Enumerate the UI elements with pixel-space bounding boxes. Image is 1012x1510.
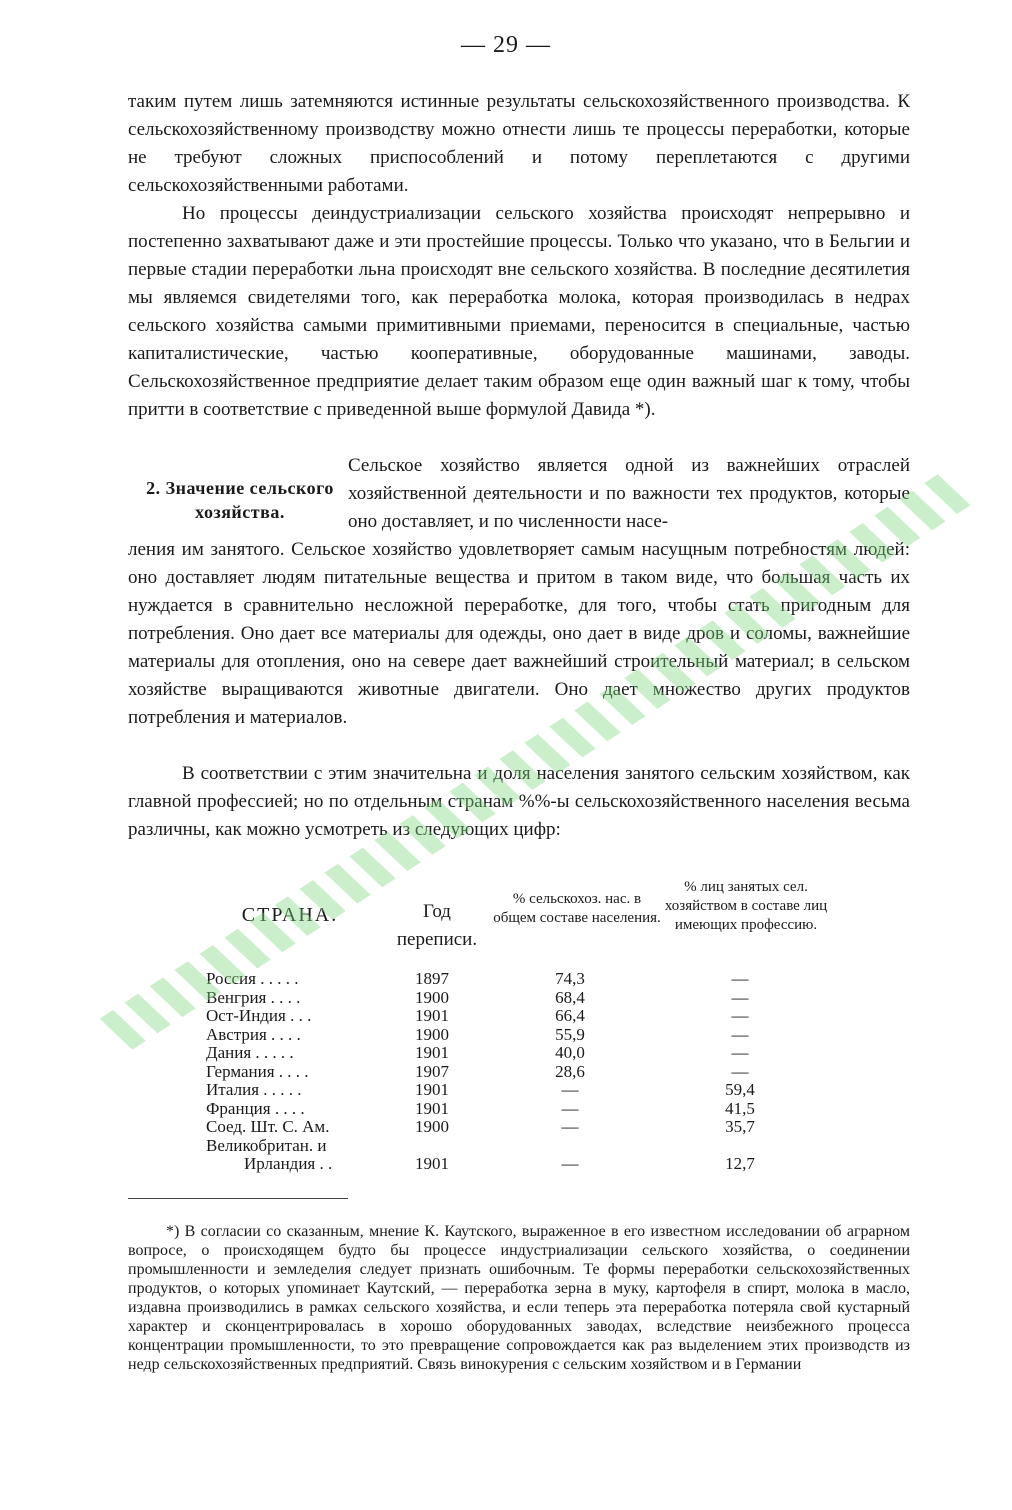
cell-country: Соед. Шт. С. Ам. [206,1117,330,1136]
section-heading: 2. Значение сельского хозяйства. [146,478,334,522]
cell-year: 1901 [415,1154,449,1173]
table-row [200,1100,840,1119]
cell-pct-professional: — [731,1061,749,1081]
watermark-segment [324,858,370,909]
table-row [200,1044,840,1063]
cell-year: 1901 [415,1098,449,1118]
cell-pct-total: 55,9 [555,1024,585,1044]
cell-pct-total: 68,4 [555,987,585,1007]
watermark-segment [224,923,270,974]
cell-year: 1901 [415,1080,449,1099]
cell-year: 1907 [415,1061,449,1081]
cell-year: 1901 [415,1006,449,1025]
footnote-divider [128,1198,348,1199]
cell-pct-professional: — [731,969,749,988]
cell-pct-total: 28,6 [555,1061,585,1081]
cell-year: 1901 [415,1043,449,1062]
cell-country: Италия . . . . . [206,1080,302,1099]
table-row [200,989,840,1008]
paragraph-population-share: В соответствии с этим значительна и доля населения занятого сельским хозяйством, как главной профессией; но по отдельным странам %%-ы сельскохозяйственного населения весьма различны, как можно усмотреть из следующих цифр: [128,763,910,840]
cell-pct-professional: — [731,1043,749,1062]
cell-year: 1900 [415,1024,449,1044]
cell-country [206,1137,386,1174]
watermark-segment [149,972,195,1023]
watermark-segment [124,988,170,1039]
cell-pct-professional: 59,4 [725,1080,755,1099]
cell-country: Ост-Индия . . . [206,1006,312,1025]
cell-country-line2: Ирландия . . [244,1154,333,1173]
cell-pct-total: 40,0 [555,1043,585,1062]
header-pct-professional: % лиц занятых сел. хозяйством в составе лиц имеющих профессию. [664,879,828,933]
table-row [200,1118,840,1137]
table-row [200,1007,840,1026]
cell-pct-professional: — [731,1024,749,1044]
paragraph-intro: таким путем лишь затемняются истинные результаты сельскохозяйственного производства. К сельскохозяйственному производству можно отнести лишь те процессы переработки, которые не требуют сложных приспособлений и потому переплетаются с другими сельскохозяйственными работами. [128,91,910,196]
cell-pct-total: — [561,1117,579,1136]
paragraph-significance-lead: Сельское хозяйство является одной из важнейших отраслей хозяйственной деятельности и по важности тех продуктов, которые оно доставляет, и по численности насе- [348,455,910,532]
cell-country: Дания . . . . . [206,1043,294,1062]
cell-country-line1: Великобритан. и [206,1135,327,1155]
cell-pct-professional: — [731,987,749,1007]
table-row [200,1026,840,1045]
table-row [200,970,840,989]
table-row [200,1063,840,1082]
watermark-segment [924,468,970,519]
cell-country: Германия . . . . [206,1061,309,1081]
paragraph-significance: ления им занятого. Сельское хозяйство удовлетворяет самым насущным потребностям людей: оно доставляет людям питательные вещества и притом в таком виде, что большая часть их нуждается в сравнительно несложной переработке, для того, чтобы стать пригодным для потребления. Оно дает все материалы для одежды, оно дает в виде дров и соломы, важнейшие материалы для отопления, оно на севере дает важнейший строительный материал; в сельском хозяйстве выращиваются животные двигатели. Оно дает множество других продуктов потребления и материалов. [128,539,910,728]
table-row [200,1081,840,1100]
cell-country: Франция . . . . [206,1098,305,1118]
cell-year: 1900 [415,987,449,1007]
cell-pct-professional: 12,7 [725,1154,755,1173]
footnote: *) В согласии со сказанным, мнение К. Каутского, выраженное в его известном исследовании об аграрном вопросе, о происходящем будто бы процессе индустриализации сельского хозяйства, о соединении промышленности и земледелия следует признать ошибочным. Те формы переработки сельскохозяйственных продуктов, о которых упоминает Каутский, — переработка зерна в муку, картофеля в спирт, молока в масло, издавна производились в рамках сельского хозяйства, и если теперь эта переработка потеряла свой кустарный характер и сконцентрировалась в хорошо оборудованных заводах, вследствие неизбежного процесса концентрации промышленности, то это превращение сопровождается как раз выделением этих производств из недр сельскохозяйственных предприятий. Связь винокурения с сельским хозяйством и в Германии [128,1223,910,1373]
cell-country: Австрия . . . . [206,1024,301,1044]
cell-year: 1897 [415,969,449,988]
cell-pct-total: 74,3 [555,969,585,988]
header-pct-total-population: % сельскохоз. нас. в общем составе населения. [493,891,661,926]
watermark-segment [99,1004,145,1055]
table-body [200,970,840,1174]
cell-pct-professional: 35,7 [725,1117,755,1136]
cell-pct-total: 66,4 [555,1006,585,1025]
cell-country: Россия . . . . . [206,969,299,988]
cell-country: Венгрия . . . . [206,987,301,1007]
cell-pct-professional: 41,5 [725,1098,755,1118]
cell-pct-professional: — [731,1006,749,1025]
cell-pct-total: — [561,1154,579,1173]
page-number: — 29 — [461,32,551,58]
header-country: СТРАНА. [241,904,339,926]
cell-pct-total: — [561,1098,579,1118]
table-row [200,1137,840,1174]
cell-pct-total: — [561,1080,579,1099]
watermark-segment [349,842,395,893]
paragraph-deindustrialization: Но процессы деиндустриализации сельского хозяйства происходят непрерывно и постепенно захватывают даже и эти простейшие процессы. Только что указано, что в Бельгии и первые стадии переработки льна происходят вне сельского хозяйства. В последние десятилетия мы являемся свидетелями того, как переработка молока, которая производилась в недрах сельского хозяйства самыми примитивными приемами, переносится в специальные, частью капиталистические, частью кооперативные, оборудованные машинами, заводы. Сельскохозяйственное предприятие делает таким образом еще один важный шаг к тому, чтобы притти в соответствие с приведенной выше формулой Давида *). [128,203,910,420]
cell-year: 1900 [415,1117,449,1136]
header-census-year: Год переписи. [396,901,478,950]
